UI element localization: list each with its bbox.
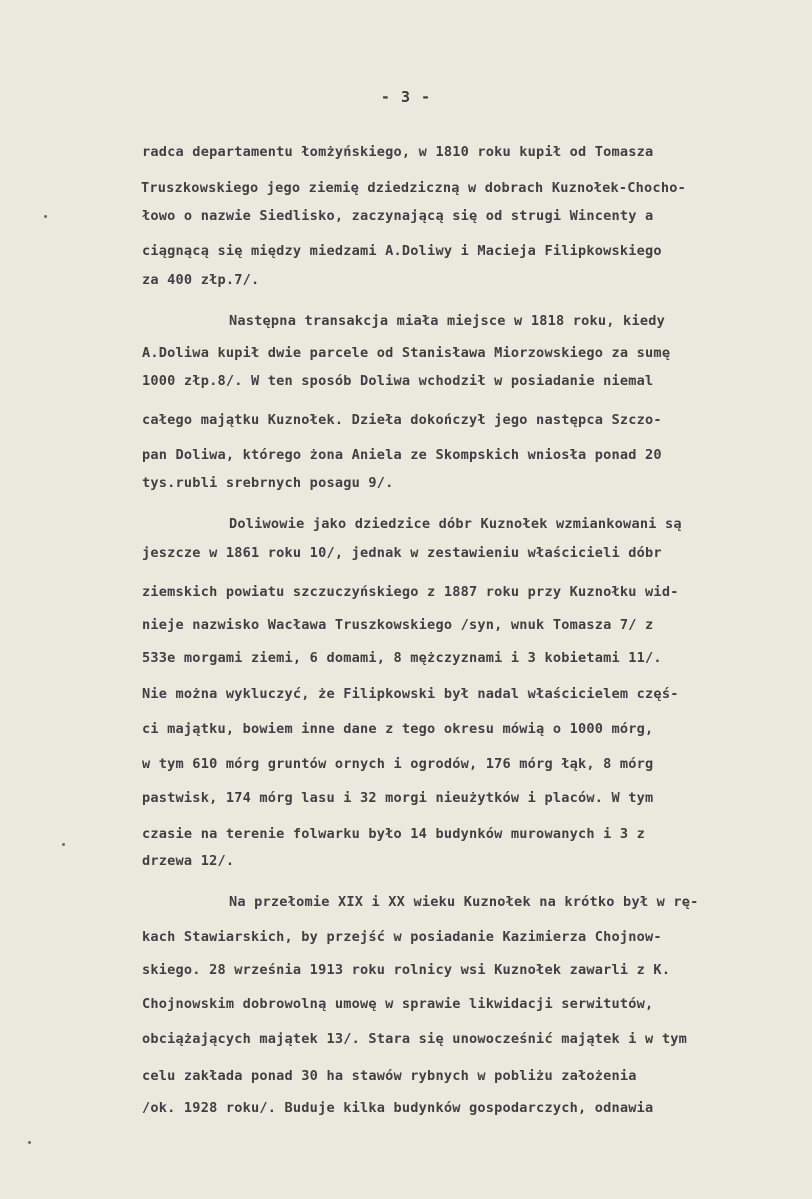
text-line: w tym 610 mórg gruntów ornych i ogrodów, 176 mórg łąk, 8 mórg [142,756,654,772]
text-line: A.Doliwa kupił dwie parcele od Stanisława Miorzowskiego za sumę [142,345,671,361]
text-line: drzewa 12/. [142,853,235,869]
text-line: radca departamentu łomżyńskiego, w 1810 roku kupił od Tomasza [142,144,654,160]
text-line: jeszcze w 1861 roku 10/, jednak w zestawieniu właścicieli dóbr [142,545,662,561]
text-line: nieje nazwisko Wacława Truszkowskiego /syn, wnuk Tomasza 7/ z [142,617,654,633]
paper-speck [44,215,47,218]
text-line: obciążających majątek 13/. Stara się unowocześnić majątek i w tym [142,1031,687,1047]
text-line: Chojnowskim dobrowolną umowę w sprawie likwidacji serwitutów, [142,996,654,1012]
text-line: Truszkowskiego jego ziemię dziedziczną w dobrach Kuznołek-Chocho- [141,180,686,196]
text-line: łowo o nazwie Siedlisko, zaczynającą się od strugi Wincenty a [142,208,654,224]
paper-speck [62,843,65,846]
page-number: - 3 - [380,88,432,106]
text-line: za 400 złp.7/. [142,272,260,288]
text-line: Doliwowie jako dziedzice dóbr Kuznołek wzmiankowani są [229,516,682,532]
text-line: 533e morgami ziemi, 6 domami, 8 mężczyznami i 3 kobietami 11/. [142,650,662,666]
text-line: skiego. 28 września 1913 roku rolnicy wsi Kuznołek zawarli z K. [142,962,671,978]
text-line: 1000 złp.8/. W ten sposób Doliwa wchodził w posiadanie niemal [142,373,654,389]
text-line: celu zakłada ponad 30 ha stawów rybnych w pobliżu założenia [142,1068,637,1084]
text-line: kach Stawiarskich, by przejść w posiadanie Kazimierza Chojnow- [142,929,662,945]
text-line: tys.rubli srebrnych posagu 9/. [142,475,394,491]
text-line: Nie można wykluczyć, że Filipkowski był nadal właścicielem częś- [142,686,679,702]
text-line: Na przełomie XIX i XX wieku Kuznołek na krótko był w rę- [229,894,699,910]
text-line: całego majątku Kuznołek. Dzieła dokończył jego następca Szczo- [142,412,662,428]
text-line: ciągnącą się między miedzami A.Doliwy i Macieja Filipkowskiego [142,243,662,259]
text-line: ci majątku, bowiem inne dane z tego okresu mówią o 1000 mórg, [142,721,654,737]
text-line: /ok. 1928 roku/. Buduje kilka budynków gospodarczych, odnawia [142,1100,654,1116]
text-line: pastwisk, 174 mórg lasu i 32 morgi nieużytków i placów. W tym [142,790,654,806]
text-line: pan Doliwa, którego żona Aniela ze Skompskich wniosła ponad 20 [142,447,662,463]
paper-speck [28,1141,31,1144]
text-line: Następna transakcja miała miejsce w 1818 roku, kiedy [229,313,665,329]
text-line: czasie na terenie folwarku było 14 budynków murowanych i 3 z [142,826,646,842]
text-line: ziemskich powiatu szczuczyńskiego z 1887 roku przy Kuznołku wid- [142,584,679,600]
